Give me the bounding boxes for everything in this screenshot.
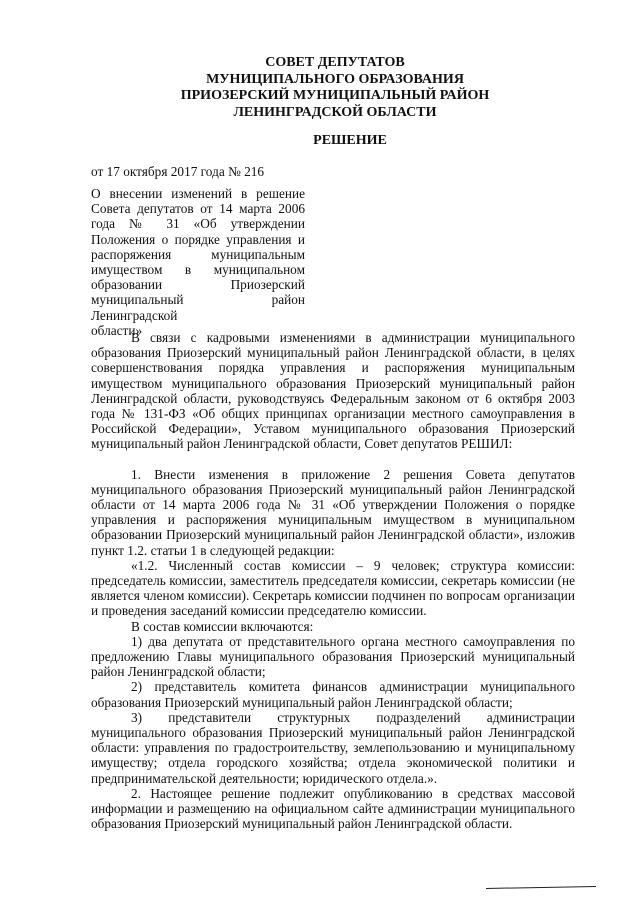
subject-line: образовании Приозерский <box>91 277 305 293</box>
decision-subject <box>91 186 305 338</box>
header-line-1: СОВЕТ ДЕПУТАТОВ <box>265 55 405 70</box>
subject-line: Положения о порядке управления и <box>91 231 305 247</box>
commission-member-2: 2) представитель комитета финансов администрации муниципального образования Приозерский муниципальный район Ленинградской области; <box>91 679 575 710</box>
subject-line: Совета депутатов от 14 марта 2006 <box>91 201 305 217</box>
subject-line: имуществом в муниципальном <box>91 262 305 278</box>
clause-1-2-paragraph: «1.2. Численный состав комиссии – 9 человек; структура комиссии: председатель комиссии, заместитель председателя комиссии, секретарь комиссии (не является членом комиссии). Секретарь комиссии подчинен по вопросам организации и проведения заседаний комиссии председателю комиссии. <box>91 557 575 619</box>
header-line-4: ЛЕНИНГРАДСКОЙ ОБЛАСТИ <box>233 104 437 120</box>
subject-line: муниципальный район Ленинградской <box>91 292 305 323</box>
decision-body <box>91 330 575 832</box>
item-1-paragraph: 1. Внести изменения в приложение 2 решения Совета депутатов муниципального образования Приозерский муниципальный район Ленинградской области от 14 марта 2006 года № 31 «Об утверждении Положения о порядке управления и распоряжения муниципальным имуществом в муниципальном образовании Приозерский муниципальный район Ленинградской области», изложив пункт 1.2. статьи 1 в следующей редакции: <box>91 466 575 558</box>
commission-intro-paragraph: В состав комиссии включаются: <box>131 618 314 634</box>
preamble-paragraph: В связи с кадровыми изменениями в администрации муниципального образования Приозерский муниципальный район Ленинградской области, в целях совершенствования порядка управления и распоряжения муниципальным имуществом муниципального образования Приозерский муниципальный район Ленинградской области, руководствуясь Федеральным законом от 6 октября 2003 года № 131-ФЗ «Об общих принципах организации местного самоуправления в Российской Федерации», Уставом муниципального образования Приозерский муниципальный район Ленинградской области, Совет депутатов РЕШИЛ: <box>91 330 575 452</box>
header-line-3: ПРИОЗЕРСКИЙ МУНИЦИПАЛЬНЫЙ РАЙОН <box>180 88 490 103</box>
commission-member-3: 3) представители структурных подразделений администрации муниципального образования Приозерский муниципальный район Ленинградской области: управления по градостроительству, землепользованию и муниципальному имуществу; отдела городского хозяйства; отдела экономической политики и предпринимательской деятельности; юридического отдела.». <box>91 709 575 786</box>
document-title: РЕШЕНИЕ <box>313 133 387 148</box>
signature-line <box>486 886 596 889</box>
subject-line: области» <box>91 322 143 338</box>
subject-line: года № 31 «Об утверждении <box>91 216 305 232</box>
item-2-paragraph: 2. Настоящее решение подлежит опубликованию в средствах массовой информации и размещению на официальном сайте администрации муниципального образования Приозерский муниципальный район Ленинградской области. <box>91 785 575 832</box>
council-header <box>0 55 640 121</box>
commission-member-1: 1) два депутата от представительного органа местного самоуправления по предложению Главы муниципального образования Приозерский муниципальный район Ленинградской области; <box>91 633 575 680</box>
decision-date: от 17 октября 2017 года № 216 <box>91 164 265 179</box>
subject-line: О внесении изменений в решение <box>91 186 305 201</box>
header-line-2: МУНИЦИПАЛЬНОГО ОБРАЗОВАНИЯ <box>206 71 464 87</box>
subject-line: распоряжения муниципальным <box>91 246 305 262</box>
